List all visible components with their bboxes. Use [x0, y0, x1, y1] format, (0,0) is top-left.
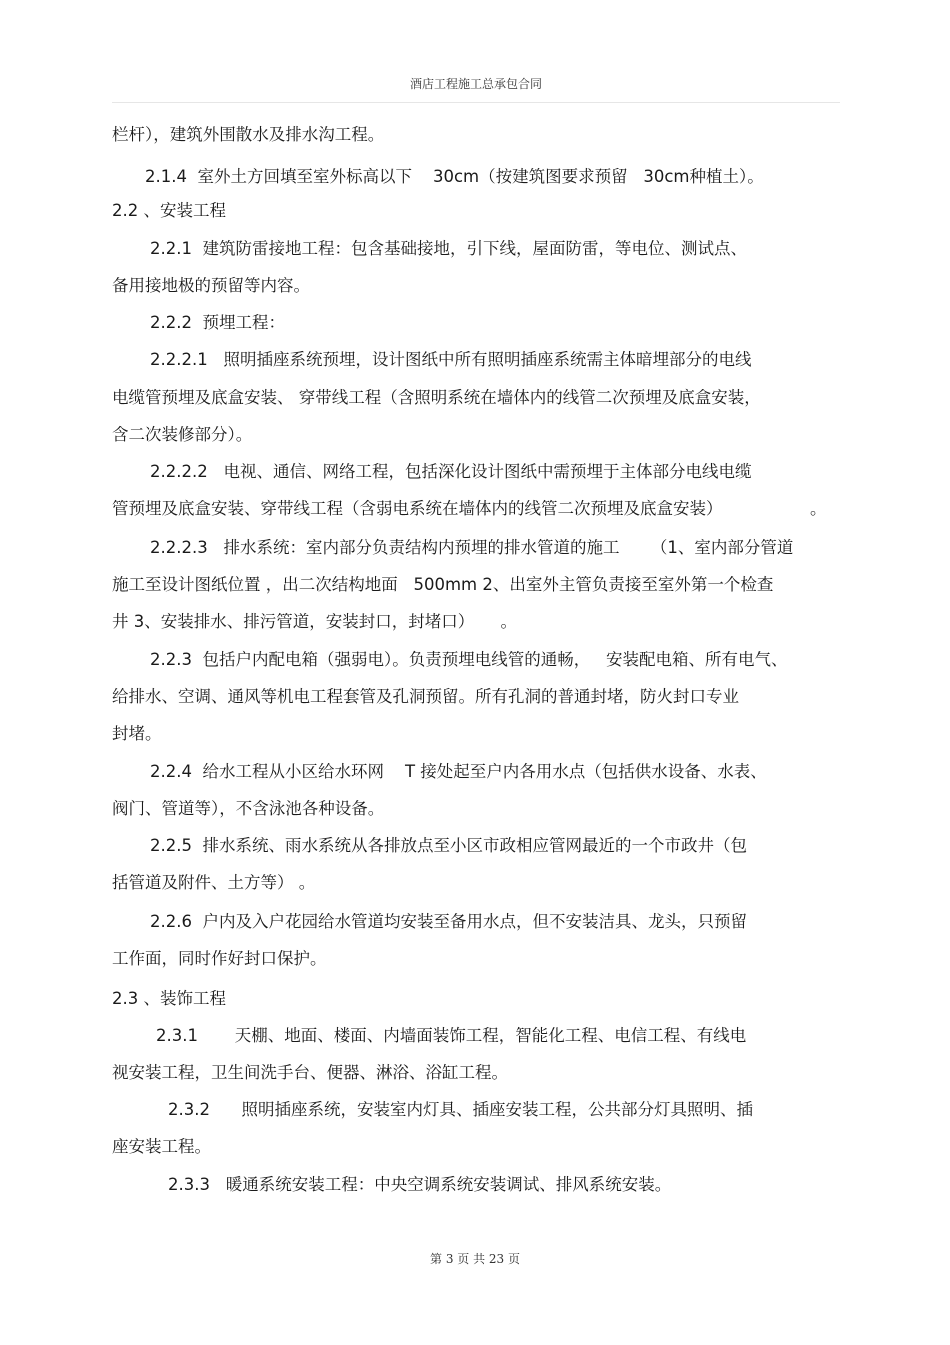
text-line: 2.3.2 照明插座系统，安装室内灯具、插座安装工程，公共部分灯具照明、插	[168, 1100, 753, 1119]
text-line: 阀门、管道等），不含泳池各种设备。	[112, 799, 385, 818]
text-line: 座安装工程。	[112, 1137, 211, 1156]
text-line: 2.2.6 户内及入户花园给水管道均安装至备用水点，但不安装洁具、龙头，只预留	[150, 912, 747, 931]
text-line: 备用接地极的预留等内容。	[112, 276, 310, 295]
text-line: 2.2.3 包括户内配电箱（强弱电）。负责预埋电线管的通畅， 安装配电箱、所有电气、	[150, 650, 788, 669]
text-line: 工作面，同时作好封口保护。	[112, 949, 327, 968]
text-line: 施工至设计图纸位置 ，出二次结构地面 500mm 2、出室外主管负责接至室外第一个检查	[112, 575, 774, 594]
text-line: 2.2.2.1 照明插座系统预埋，设计图纸中所有照明插座系统需主体暗埋部分的电线	[150, 350, 752, 369]
text-line: 2.2.2.2 电视、通信、网络工程，包括深化设计图纸中需预埋于主体部分电线电缆	[150, 462, 752, 481]
text-line: 栏杆），建筑外围散水及排水沟工程。	[112, 125, 385, 144]
text-line: 电缆管预埋及底盒安装、 穿带线工程（含照明系统在墙体内的线管二次预埋及底盒安装，	[112, 388, 761, 407]
page-number: 第 3 页 共 23 页	[430, 1252, 520, 1266]
section-heading: 2.3 、装饰工程	[112, 989, 226, 1008]
section-heading: 2.2 、安装工程	[112, 201, 226, 220]
header-title: 酒店工程施工总承包合同	[409, 77, 542, 91]
page-header	[112, 70, 840, 103]
text-line: 2.2.5 排水系统、雨水系统从各排放点至小区市政相应管网最近的一个市政井（包	[150, 836, 747, 855]
text-line: 括管道及附件、土方等） 。	[112, 873, 316, 892]
text-line: 给排水、空调、通风等机电工程套管及孔洞预留。所有孔洞的普通封堵，防火封口专业	[112, 687, 739, 706]
text-line: 2.2.1 建筑防雷接地工程：包含基础接地，引下线，屋面防雷，等电位、测试点、	[150, 239, 747, 258]
text-line: 管预埋及底盒安装、穿带线工程（含弱电系统在墙体内的线管二次预埋及底盒安装）	[112, 499, 723, 518]
text-line: 封堵。	[112, 724, 162, 743]
text-line: 视安装工程，卫生间洗手台、便器、淋浴、浴缸工程。	[112, 1063, 508, 1082]
text-line: 2.1.4 室外土方回填至室外标高以下 30cm（按建筑图要求预留 30cm种植土）。	[145, 167, 764, 186]
text-line: 2.3.3 暖通系统安装工程：中央空调系统安装调试、排风系统安装。	[168, 1175, 672, 1194]
text-line: 含二次装修部分）。	[112, 425, 253, 444]
text-line: 2.2.2 预埋工程：	[150, 313, 285, 332]
text-line: 井 3、安装排水、排污管道，安装封口，封堵口） 。	[112, 612, 517, 631]
page-footer	[0, 1248, 950, 1267]
text-line: 2.2.2.3 排水系统：室内部分负责结构内预埋的排水管道的施工 （1、室内部分管道	[150, 538, 794, 557]
text-line: 。	[810, 499, 827, 518]
text-line: 2.2.4 给水工程从小区给水环网 T 接处起至户内各用水点（包括供水设备、水表、	[150, 762, 767, 781]
text-line: 2.3.1 天棚、地面、楼面、内墙面装饰工程，智能化工程、电信工程、有线电	[156, 1026, 747, 1045]
